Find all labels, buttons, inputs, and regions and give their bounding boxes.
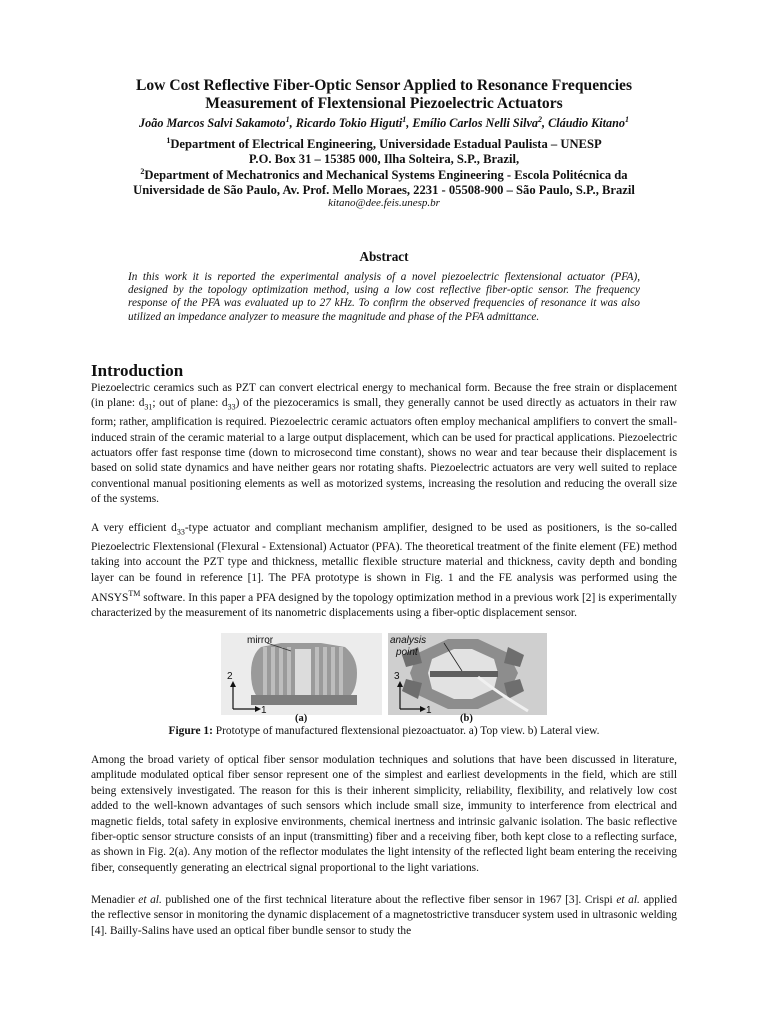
caption-text: Prototype of manufactured flextensional piezoactuator. a) Top view. b) Lateral view. xyxy=(212,725,600,737)
paragraph-text: applied the reflective sensor in monitoring the dynamic displacement of a magnetostrictive transducer system used in ultrasonic welding [4]. Bailly-Salins have used an optical fiber bundle sensor to study the xyxy=(91,894,678,937)
intro-paragraph-2 xyxy=(91,521,677,622)
paragraph-text: published one of the first technical literature about the reflective fiber sensor in 1967 [3]. Crispi xyxy=(161,894,617,906)
analysis-label: analysis xyxy=(390,635,427,646)
author-name: Emílio Carlos Nelli Silva xyxy=(412,116,538,131)
caption-label: Figure 1: xyxy=(168,725,213,737)
intro-paragraph-4 xyxy=(91,893,677,939)
subscript: 33 xyxy=(227,402,236,412)
actuator-top-view-photo xyxy=(221,633,382,715)
axis-label-horizontal: 1 xyxy=(261,705,267,715)
mirror-label: mirror xyxy=(247,635,274,646)
affiliation-mark: 1 xyxy=(166,136,171,145)
intro-paragraph-3: Among the broad variety of optical fiber sensor modulation techniques and solutions that have been discussed in literature, amplitude modulated optical fiber sensor represent one of the simplest and earliest developments in the field, which are still being extensively investigated. The reason for this is their inherent simplicity, reliability, flexibility, and relatively low cost added to the well-known advantages of such sensors which include small size, immunity to interference from electrical and magnetic fields, total safety in explosive environments, chemical inertness and intrinsic galvanic isolation. The basic reflective fiber-optic sensor structure consists of an input (transmitting) fiber and a receiving fiber, both kept close to a reflecting surface, as shown in Fig. 2(a). Any motion of the reflector modulates the light intensity of the reflected light beam entering the receiving fiber, consequently generating an electrical signal proportional to the light variations. xyxy=(91,754,677,874)
italic-text: et al. xyxy=(616,894,640,906)
abstract-heading: Abstract xyxy=(359,249,409,264)
affiliation-2-line-2: Universidade de São Paulo, Av. Prof. Mello Moraes, 2231 - 05508-900 – São Paulo, S.P., Brazil xyxy=(133,183,635,198)
author-affil-mark: 1 xyxy=(402,115,407,124)
paragraph-text: ) of the piezoceramics is small, they generally cannot be used directly as actuators in their raw form; rather, amplification is required. Piezoelectric ceramic actuators often employ mechanical amplifiers to convert the small-induced strain of the ceramic material to a large output displacement, which can be used for practical applications. Piezoelectric actuators offer fast response time (down to microsecond time constant), shows no wear and tear because their displacement is based on solid state dynamics and have neither gears nor rotating shafts. Piezoelectric actuators are very well suited to replace conventional manual positioning elements as well as motorized systems, increasing the resolution and reducing the overall size of the systems. xyxy=(91,397,677,506)
affiliation-2 xyxy=(60,164,708,198)
author-list: João Marcos Salvi Sakamoto$^1$, Ricardo Tokio Higuti$^1$, Emílio Carlos Nelli Silva$^2$, Cláudio Kitano$^1$ xyxy=(139,115,629,131)
subscript: 33 xyxy=(176,527,185,537)
affiliation-2-line-1: Department of Mechatronics and Mechanical Systems Engineering - Escola Politécnica da xyxy=(144,168,628,183)
abstract-text: In this work it is reported the experimental analysis of a novel piezoelectric flextensional actuator (PFA), designed by the topology optimization method, using a low cost reflective fiber-optic sensor. The frequency response of the PFA was evaluated up to 27 kHz. To confirm the observed frequencies of resonance it was also utilized an impedance analyzer to measure the magnitude and phase of the PFA admittance. xyxy=(128,271,640,323)
affiliation-1-line-1: Department of Electrical Engineering, Universidade Estadual Paulista – UNESP xyxy=(170,137,602,152)
paragraph-text: A very efficient d xyxy=(91,522,177,534)
affiliation-1-line-2: P.O. Box 31 – 15385 000, Ilha Solteira, S.P., Brazil, xyxy=(248,152,520,167)
axis-label-vertical: 3 xyxy=(394,671,400,682)
paragraph-text: software. In this paper a PFA designed by the topology optimization method in a previous work [2] is experimentally characterized by the measurement of its nanometric displacements using a fiber-optic displacement sensor. xyxy=(91,591,677,620)
axis-label-vertical: 2 xyxy=(227,671,233,682)
title-line-1: Low Cost Reflective Fiber-Optic Sensor Applied to Resonance Frequencies xyxy=(135,77,633,94)
axis-label-horizontal: 1 xyxy=(426,705,432,715)
point-label: point xyxy=(396,647,418,658)
figure-sublabel-b: (b) xyxy=(460,713,473,724)
paper-title xyxy=(60,77,708,113)
figure-1b-lateral-view xyxy=(388,633,547,715)
paragraph-text: ; out of plane: d xyxy=(152,397,228,410)
figure-1-caption xyxy=(60,725,708,737)
affiliation-mark: 2 xyxy=(140,167,145,176)
author-name: João Marcos Salvi Sakamoto xyxy=(139,116,286,131)
contact-email[interactable]: kitano@dee.feis.unesp.br xyxy=(328,197,440,209)
author-name: Ricardo Tokio Higuti xyxy=(295,116,403,131)
author-affil-mark: 1 xyxy=(624,115,629,124)
title-line-2: Measurement of Flextensional Piezoelectric Actuators xyxy=(205,95,563,112)
actuator-lateral-view-photo xyxy=(388,633,547,715)
italic-text: et al. xyxy=(138,894,162,906)
subscript: 31 xyxy=(144,402,153,412)
paragraph-text: Menadier xyxy=(91,894,139,906)
paragraph-text: Piezoelectric ceramics such as PZT can convert electrical energy to mechanical form. Because the free strain or displacement (in plane: d xyxy=(91,382,677,410)
introduction-heading: Introduction xyxy=(91,361,184,380)
affiliation-1 xyxy=(60,133,708,167)
author-affil-mark: 1 xyxy=(285,115,290,124)
author-name: Cláudio Kitano xyxy=(548,116,625,131)
intro-paragraph-1 xyxy=(91,381,677,508)
figure-1a-top-view xyxy=(221,633,382,715)
figure-sublabel-a: (a) xyxy=(295,713,308,724)
superscript: TM xyxy=(128,588,141,598)
author-affil-mark: 2 xyxy=(538,115,542,124)
paragraph-text: -type actuator and compliant mechanism amplifier, designed to be used as positioners, is the so-called Piezoelectric Flextensional (Flexural - Extensional) Actuator (PFA). The theoretical treatment of the finite element (FE) method taking into account the PZT type and thickness, metallic flexible structure material and thickness, cavity depth and bonding layer can be found in reference [1]. The PFA prototype is shown in Fig. 1 and the FE analysis was performed using the ANSYS xyxy=(91,522,678,604)
